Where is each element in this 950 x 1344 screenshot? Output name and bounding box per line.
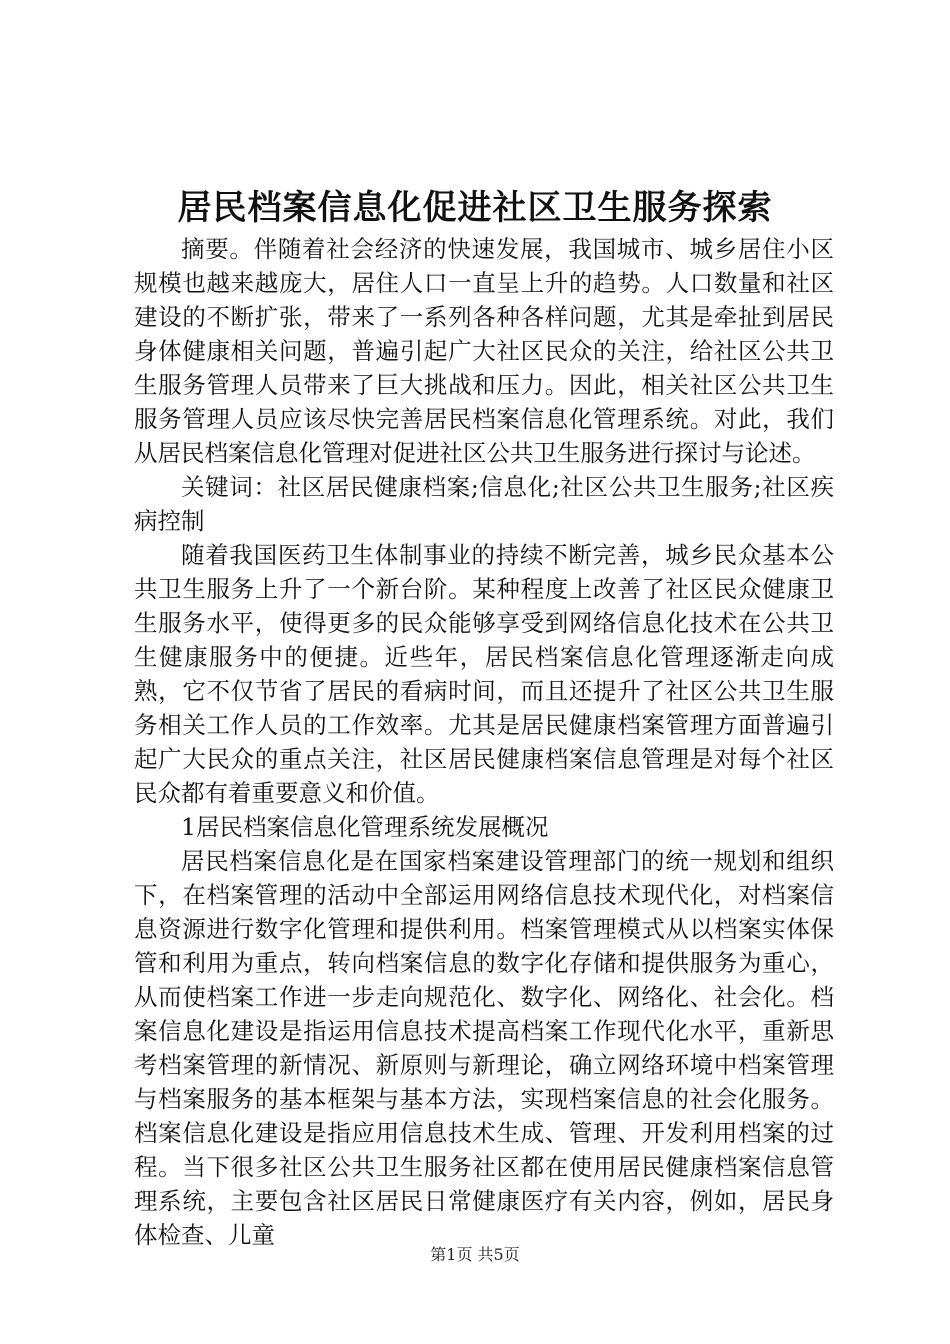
section-heading: 1居民档案信息化管理系统发展概况 bbox=[181, 813, 549, 841]
intro-paragraph: 随着我国医药卫生体制事业的持续不断完善，城乡民众基本公共卫生服务上升了一个新台阶。某种程度上改善了社区民众健康卫生服务水平，使得更多的民众能够享受到网络信息化技术在公共卫生健康服务中的便捷。近些年，居民档案信息化管理逐渐走向成熟，它不仅节省了居民的看病时间，而且还提升了社区公共卫生服务相关工作人员的工作效率。尤其是居民健康档案管理方面普遍引起广大民众的重点关注，社区居民健康档案信息管理是对每个社区民众都有着重要意义和价值。 bbox=[134, 541, 834, 807]
section-paragraph: 居民档案信息化是在国家档案建设管理部门的统一规划和组织下，在档案管理的活动中全部运用网络信息技术现代化，对档案信息资源进行数字化管理和提供利用。档案管理模式从以档案实体保管和利用为重点，转向档案信息的数字化存储和提供服务为重心，从而使档案工作进一步走向规范化、数字化、网络化、社会化。档案信息化建设是指运用信息技术提高档案工作现代化水平，重新思考档案管理的新情况、新原则与新理论，确立网络环境中档案管理与档案服务的基本框架与基本方法，实现档案信息的社会化服务。档案信息化建设是指应用信息技术生成、管理、开发利用档案的过程。当下很多社区公共卫生服务社区都在使用居民健康档案信息管理系统，主要包含社区居民日常健康医疗有关内容，例如，居民身体检查、儿童 bbox=[134, 847, 834, 1249]
keywords-paragraph: 关键词：社区居民健康档案;信息化;社区公共卫生服务;社区疾病控制 bbox=[134, 473, 834, 535]
abstract-paragraph: 摘要。伴随着社会经济的快速发展，我国城市、城乡居住小区规模也越来越庞大，居住人口一直呈上升的趋势。人口数量和社区建设的不断扩张，带来了一系列各种各样问题，尤其是牵扯到居民身体健康相关问题，普遍引起广大社区民众的关注，给社区公共卫生服务管理人员带来了巨大挑战和压力。因此，相关社区公共卫生服务管理人员应该尽快完善居民档案信息化管理系统。对此，我们从居民档案信息化管理对促进社区公共卫生服务进行探讨与论述。 bbox=[134, 235, 834, 467]
document-body bbox=[134, 232, 834, 1252]
document-title: 居民档案信息化促进社区卫生服务探索 bbox=[177, 188, 773, 228]
page-footer: 第1页 共5页 bbox=[430, 1245, 520, 1264]
